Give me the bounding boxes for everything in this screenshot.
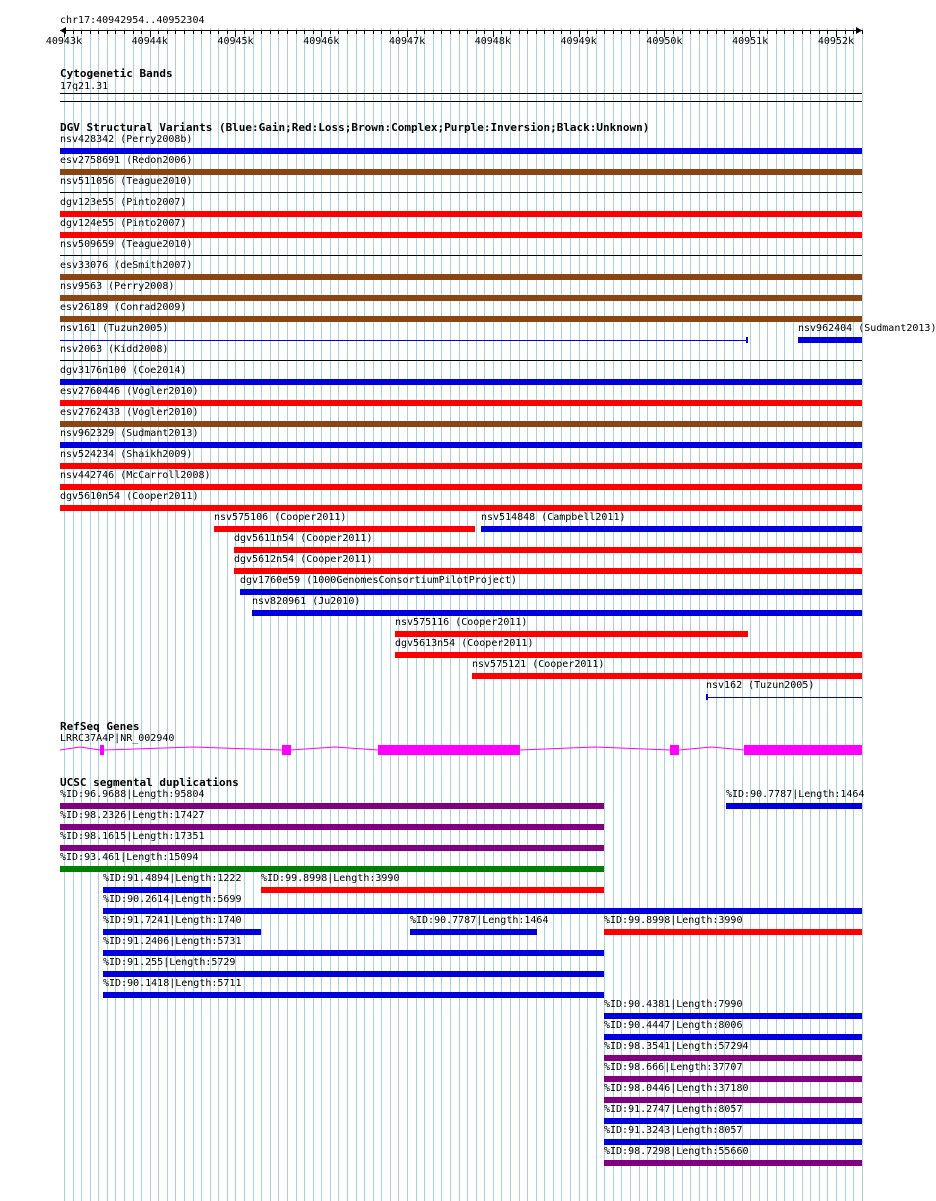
segdup-feature-label[interactable]: %ID:99.8998|Length:3990 bbox=[604, 915, 743, 926]
location-label: chr17:40942954..40952304 bbox=[60, 15, 205, 26]
dgv-feature-label[interactable]: nsv962404 (Sudmant2013) bbox=[798, 323, 936, 334]
segdup-feature-label[interactable]: %ID:91.2747|Length:8057 bbox=[604, 1104, 743, 1115]
dgv-feature-label[interactable]: dgv5613n54 (Cooper2011) bbox=[395, 638, 534, 649]
segdup-feature-label[interactable]: %ID:91.3243|Length:8057 bbox=[604, 1125, 743, 1136]
segdup-feature-bar[interactable] bbox=[604, 929, 862, 935]
dgv-feature-label[interactable]: esv26189 (Conrad2009) bbox=[60, 302, 187, 313]
segdup-feature-bar[interactable] bbox=[103, 908, 862, 914]
segdup-feature-bar[interactable] bbox=[604, 1160, 862, 1166]
dgv-feature-bar[interactable] bbox=[234, 547, 862, 553]
dgv-track-title[interactable]: DGV Structural Variants (Blue:Gain;Red:Loss;Brown:Complex;Purple:Inversion;Black:Unknown) bbox=[60, 121, 650, 134]
ruler-right-arrow-icon bbox=[856, 27, 862, 34]
refseq-exon[interactable] bbox=[378, 745, 520, 755]
dgv-feature-label[interactable]: dgv123e55 (Pinto2007) bbox=[60, 197, 187, 208]
dgv-feature-label[interactable]: nsv9563 (Perry2008) bbox=[60, 281, 175, 292]
dgv-feature-label[interactable]: nsv2063 (Kidd2008) bbox=[60, 344, 169, 355]
dgv-feature-bar[interactable] bbox=[60, 442, 862, 448]
dgv-feature-bar[interactable] bbox=[60, 274, 862, 280]
dgv-feature-label[interactable]: dgv5612n54 (Cooper2011) bbox=[234, 554, 373, 565]
cytoband-track-title[interactable]: Cytogenetic Bands bbox=[60, 67, 173, 80]
dgv-feature-label[interactable]: nsv161 (Tuzun2005) bbox=[60, 323, 169, 334]
dgv-feature-label[interactable]: esv2760446 (Vogler2010) bbox=[60, 386, 199, 397]
dgv-feature-bar[interactable] bbox=[60, 295, 862, 301]
dgv-feature-bar[interactable] bbox=[798, 337, 862, 343]
refseq-exon[interactable] bbox=[744, 745, 862, 755]
segdup-feature-bar[interactable] bbox=[103, 992, 604, 998]
dgv-feature-bar[interactable] bbox=[706, 697, 862, 698]
dgv-feature-bar[interactable] bbox=[60, 505, 862, 511]
ruler-tick-label: 40949k bbox=[560, 36, 597, 47]
dgv-feature-bar[interactable] bbox=[240, 589, 862, 595]
dgv-feature-bar[interactable] bbox=[252, 610, 862, 616]
dgv-feature-label[interactable]: nsv575116 (Cooper2011) bbox=[395, 617, 528, 628]
dgv-feature-label[interactable]: nsv509659 (Teague2010) bbox=[60, 239, 193, 250]
ruler-tick-label: 40948k bbox=[474, 36, 511, 47]
dgv-feature-bar[interactable] bbox=[60, 400, 862, 406]
refseq-exon[interactable] bbox=[100, 745, 104, 755]
segdup-feature-label[interactable]: %ID:91.2406|Length:5731 bbox=[103, 936, 242, 947]
dgv-feature-label[interactable]: dgv124e55 (Pinto2007) bbox=[60, 218, 187, 229]
segdup-feature-bar[interactable] bbox=[604, 1013, 862, 1019]
dgv-feature-bar[interactable] bbox=[395, 631, 748, 637]
dgv-feature-label[interactable]: esv33076 (deSmith2007) bbox=[60, 260, 193, 271]
dgv-feature-label[interactable]: nsv524234 (Shaikh2009) bbox=[60, 449, 193, 460]
segdup-feature-bar[interactable] bbox=[60, 866, 604, 872]
segdup-feature-label[interactable]: %ID:91.4894|Length:1222 bbox=[103, 873, 242, 884]
ruler-tick-label: 40951k bbox=[732, 36, 769, 47]
segdup-track-title[interactable]: UCSC segmental duplications bbox=[60, 776, 239, 789]
refseq-gene-model[interactable] bbox=[0, 740, 890, 760]
segdup-feature-label[interactable]: %ID:93.461|Length:15094 bbox=[60, 852, 199, 863]
dgv-feature-bar[interactable] bbox=[395, 652, 862, 658]
dgv-feature-bar[interactable] bbox=[60, 316, 862, 322]
ruler-tick-label: 40946k bbox=[303, 36, 340, 47]
segdup-feature-label[interactable]: %ID:90.7787|Length:1464 bbox=[726, 789, 865, 800]
segdup-feature-label[interactable]: %ID:90.7787|Length:1464 bbox=[410, 915, 549, 926]
segdup-feature-bar[interactable] bbox=[604, 1055, 862, 1061]
dgv-feature-bar[interactable] bbox=[60, 211, 862, 217]
segdup-feature-label[interactable]: %ID:98.7298|Length:55660 bbox=[604, 1146, 749, 1157]
refseq-exon[interactable] bbox=[282, 745, 291, 755]
segdup-feature-label[interactable]: %ID:90.4447|Length:8006 bbox=[604, 1020, 743, 1031]
segdup-feature-bar[interactable] bbox=[726, 803, 862, 809]
segdup-feature-bar[interactable] bbox=[60, 824, 604, 830]
segdup-feature-bar[interactable] bbox=[604, 1139, 862, 1145]
segdup-feature-bar[interactable] bbox=[604, 1118, 862, 1124]
dgv-feature-bar[interactable] bbox=[60, 148, 862, 154]
segdup-feature-label[interactable]: %ID:98.3541|Length:57294 bbox=[604, 1041, 749, 1052]
segdup-feature-label[interactable]: %ID:98.1615|Length:17351 bbox=[60, 831, 205, 842]
cytoband-line-upper bbox=[60, 93, 862, 94]
dgv-feature-label[interactable]: nsv511056 (Teague2010) bbox=[60, 176, 193, 187]
segdup-feature-bar[interactable] bbox=[261, 887, 604, 893]
dgv-feature-label[interactable]: dgv1760e59 (1000GenomesConsortiumPilotProject) bbox=[240, 575, 517, 586]
ruler-tick-label: 40943k bbox=[45, 36, 83, 47]
segdup-feature-label[interactable]: %ID:91.7241|Length:1740 bbox=[103, 915, 242, 926]
dgv-feature-label[interactable]: nsv162 (Tuzun2005) bbox=[706, 680, 815, 691]
segdup-feature-label[interactable]: %ID:91.255|Length:5729 bbox=[103, 957, 236, 968]
dgv-feature-label[interactable]: dgv3176n100 (Coe2014) bbox=[60, 365, 187, 376]
segdup-feature-bar[interactable] bbox=[103, 971, 604, 977]
dgv-feature-label[interactable]: nsv962329 (Sudmant2013) bbox=[60, 428, 199, 439]
segdup-feature-bar[interactable] bbox=[60, 845, 604, 851]
dgv-feature-label[interactable]: nsv514848 (Campbell2011) bbox=[481, 512, 626, 523]
dgv-feature-bar[interactable] bbox=[60, 255, 862, 256]
dgv-feature-bar[interactable] bbox=[234, 568, 862, 574]
dgv-feature-label[interactable]: nsv428342 (Perry2008b) bbox=[60, 134, 193, 145]
segdup-feature-label[interactable]: %ID:98.0446|Length:37180 bbox=[604, 1083, 749, 1094]
dgv-feature-bar[interactable] bbox=[472, 673, 862, 679]
ruler-tick-label: 40952k bbox=[817, 36, 854, 47]
ruler-tick-label: 40945k bbox=[217, 36, 254, 47]
dgv-feature-label[interactable]: esv2762433 (Vogler2010) bbox=[60, 407, 199, 418]
dgv-feature-bar[interactable] bbox=[60, 169, 862, 175]
dgv-feature-label[interactable]: dgv5610n54 (Cooper2011) bbox=[60, 491, 199, 502]
dgv-feature-bar[interactable] bbox=[60, 192, 862, 193]
dgv-feature-bar[interactable] bbox=[60, 421, 862, 427]
segdup-feature-bar[interactable] bbox=[60, 803, 604, 809]
segdup-feature-bar[interactable] bbox=[604, 1076, 862, 1082]
ruler-tick-label: 40944k bbox=[131, 36, 168, 47]
segdup-feature-bar[interactable] bbox=[103, 950, 604, 956]
dgv-feature-bar[interactable] bbox=[60, 360, 862, 361]
dgv-feature-label[interactable]: esv2758691 (Redon2006) bbox=[60, 155, 193, 166]
refseq-exon[interactable] bbox=[670, 745, 679, 755]
dgv-feature-label[interactable]: nsv575106 (Cooper2011) bbox=[214, 512, 347, 523]
segdup-feature-label[interactable]: %ID:90.2614|Length:5699 bbox=[103, 894, 242, 905]
segdup-feature-label[interactable]: %ID:98.2326|Length:17427 bbox=[60, 810, 205, 821]
dgv-feature-label[interactable]: dgv5611n54 (Cooper2011) bbox=[234, 533, 373, 544]
segdup-feature-bar[interactable] bbox=[103, 929, 261, 935]
dgv-feature-bar[interactable] bbox=[60, 340, 748, 341]
segdup-feature-label[interactable]: %ID:90.1418|Length:5711 bbox=[103, 978, 242, 989]
dgv-feature-bar[interactable] bbox=[60, 232, 862, 238]
dgv-feature-label[interactable]: nsv820961 (Ju2010) bbox=[252, 596, 361, 607]
dgv-feature-bar[interactable] bbox=[481, 526, 862, 532]
segdup-feature-label[interactable]: %ID:90.4381|Length:7990 bbox=[604, 999, 743, 1010]
cytoband-label: 17q21.31 bbox=[60, 81, 109, 92]
segdup-feature-bar[interactable] bbox=[103, 887, 211, 893]
dgv-feature-bar[interactable] bbox=[214, 526, 475, 532]
dgv-feature-label[interactable]: nsv442746 (McCarroll2008) bbox=[60, 470, 211, 481]
segdup-feature-label[interactable]: %ID:99.8998|Length:3990 bbox=[261, 873, 400, 884]
cytoband-line-lower bbox=[60, 101, 862, 102]
dgv-feature-bar[interactable] bbox=[60, 484, 862, 490]
segdup-feature-bar[interactable] bbox=[604, 1034, 862, 1040]
refseq-gene-label[interactable]: LRRC37A4P|NR_002940 bbox=[60, 733, 175, 744]
dgv-feature-label[interactable]: nsv575121 (Cooper2011) bbox=[472, 659, 605, 670]
segdup-feature-bar[interactable] bbox=[604, 1097, 862, 1103]
segdup-feature-label[interactable]: %ID:98.666|Length:37707 bbox=[604, 1062, 743, 1073]
ruler-tick-label: 40947k bbox=[388, 36, 426, 47]
segdup-feature-bar[interactable] bbox=[410, 929, 537, 935]
refseq-track-title[interactable]: RefSeq Genes bbox=[60, 720, 140, 733]
ruler-tick-label: 40950k bbox=[646, 36, 683, 47]
ruler-left-arrow-icon bbox=[60, 27, 66, 34]
segdup-feature-label[interactable]: %ID:96.9688|Length:95804 bbox=[60, 789, 205, 800]
dgv-feature-bar[interactable] bbox=[60, 379, 862, 385]
dgv-feature-bar[interactable] bbox=[60, 463, 862, 469]
